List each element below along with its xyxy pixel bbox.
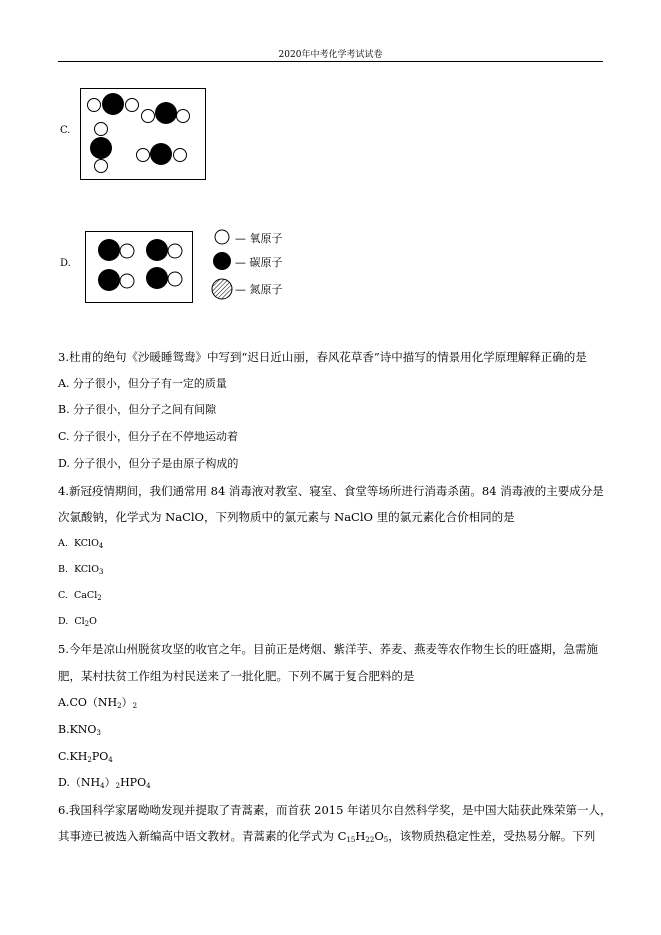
q3-option-a: A. 分子很小，但分子有一定的质量 (58, 377, 227, 390)
q4-option-a: A. KClO$_4$ (58, 538, 104, 550)
q4-option-d: D. $Cl_2O$ (58, 616, 97, 628)
q4-line-2: 次氯酸钠，化学式为 NaClO，下列物质中的氯元素与 NaClO 里的氯元素化合价相同的是 (58, 510, 515, 524)
legend-carbon: — 碳原子 (235, 256, 283, 269)
q5-option-d: $D.(NH_4)_2HPO_4$ (58, 776, 151, 790)
figure-d-diagram (85, 231, 193, 303)
legend-nitrogen: — 氮原子 (235, 283, 283, 296)
q5-line-2: 肥，某村扶贫工作组为村民送来了一批化肥。下列不属于复合肥料的是 (58, 669, 415, 683)
q3-stem: 3.杜甫的绝句《沙暖睡鸳鸯》中写到“迟日近山丽，春风花草香”诗中描写的情景用化学原理解释正确的是 (58, 350, 587, 364)
q5-option-b: $B.KNO_3$ (58, 723, 101, 737)
q4-line-1: 4.新冠疫情期间，我们通常用 84 消毒液对教室、寝室、食堂等场所进行消毒杀菌。84 消毒液的主要成分是 (58, 484, 604, 498)
q5-line-1: 5.今年是凉山州脱贫攻坚的收官之年。目前正是烤烟、紫洋芋、荞麦、燕麦等农作物生长的旺盛期，急需施 (58, 642, 598, 656)
legend-icons (205, 226, 235, 306)
header-rule (58, 61, 603, 62)
q4-option-b: B. KClO$_3$ (58, 564, 104, 576)
q3-option-c: C. 分子很小，但分子在不停地运动着 (58, 430, 239, 443)
q4-option-c: C. CaCl$_2$ (58, 590, 102, 602)
q5-option-a: $A.CO(NH_2)_2$ (58, 696, 138, 710)
figure-d-label: D. (60, 258, 71, 269)
q6-line-2: 其事迹已被选入新编高中语文教材。青蒿素的化学式为 $C_{15}H_{22}O_5$，该物质热稳定性差，受热易分解。下列 (58, 829, 596, 844)
figure-c-diagram (80, 88, 206, 180)
page-header: 2020年中考化学考试试卷 (278, 50, 383, 60)
nitrogen-atom-icon (212, 279, 232, 299)
q3-option-b: B. 分子很小，但分子之间有间隙 (58, 403, 217, 416)
oxygen-atom-icon (215, 230, 229, 244)
legend-oxygen: — 氧原子 (235, 232, 283, 245)
q6-line-1: 6.我国科学家屠呦呦发现并提取了青蒿素，而首获 2015 年诺贝尔自然科学奖，是中国大陆获此殊荣第一人， (58, 803, 612, 817)
figure-c-label: C. (60, 125, 71, 136)
carbon-atom-icon (213, 252, 231, 270)
q5-option-c: $C.KH_2PO_4$ (58, 750, 113, 764)
q3-option-d: D. 分子很小，但分子是由原子构成的 (58, 457, 239, 470)
